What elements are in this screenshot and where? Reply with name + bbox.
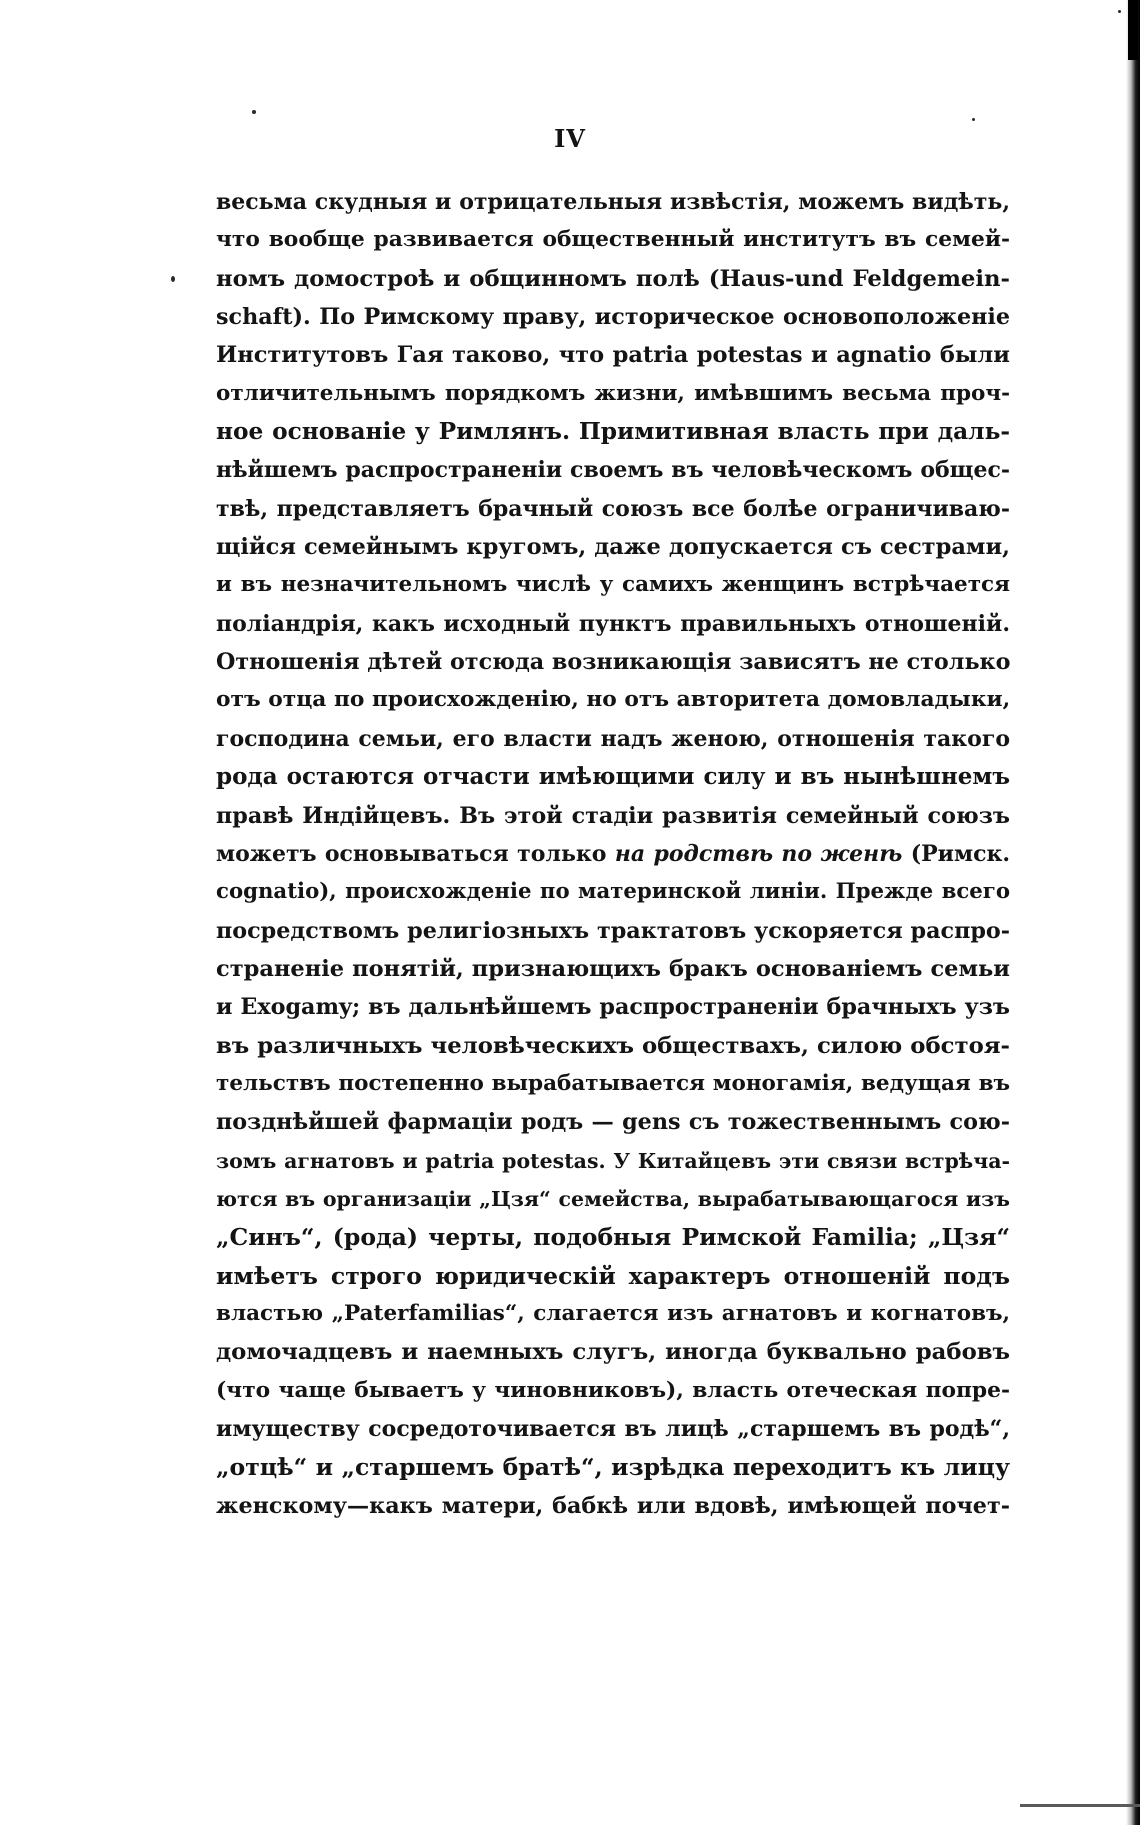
- italic-phrase: на родствѣ по женѣ: [614, 840, 903, 867]
- text-line: зомъ агнатовъ и patria potestas. У Китайцевъ эти связи встрѣча-: [216, 1148, 1010, 1173]
- text-line: Отношенія дѣтей отсюда возникающія зависятъ не столько: [216, 649, 1010, 676]
- text-line: щійся семейнымъ кругомъ, даже допускается съ сестрами,: [216, 534, 1010, 561]
- text-line: твѣ, представляетъ брачный союзъ все болѣе ограничиваю-: [216, 495, 1010, 522]
- text-line: отъ отца по происхожденію, но отъ авторитета домовладыки,: [216, 687, 1010, 713]
- text-line: что вообще развивается общественный институтъ въ семей-: [216, 227, 1010, 253]
- text-line: и въ незначительномъ числѣ у самихъ женщинъ встрѣчается: [216, 572, 1010, 598]
- text-line: schaft). По Римскому праву, историческое основоположеніе: [216, 304, 1010, 331]
- text-line: имѣетъ строго юридическій характеръ отношеній подъ: [216, 1261, 1010, 1290]
- text-line: и Exogamy; въ дальнѣйшемъ распространеніи брачныхъ узъ: [216, 994, 1010, 1021]
- text-line: женскому—какъ матери, бабкѣ или вдовѣ, имѣющей почет-: [216, 1492, 1010, 1519]
- scan-bottom-mark: [1020, 1804, 1140, 1807]
- text-line: Институтовъ Гая таково, что patria potestas и agnatio были: [216, 342, 1010, 369]
- text-line: нѣйшемъ распространеніи своемъ въ человѣческомъ общес-: [216, 457, 1010, 484]
- text-line: поліандрія, какъ исходный пунктъ правильныхъ отношеній.: [216, 610, 1010, 637]
- text-line: отличительнымъ порядкомъ жизни, имѣвшимъ весьма проч-: [216, 380, 1010, 406]
- text-line: cognatio), происхожденіе по материнской линіи. Прежде всего: [216, 879, 1010, 905]
- body-text: [216, 183, 1010, 1525]
- scan-speck: [1118, 10, 1121, 13]
- text-line: позднѣйшей фармаціи родъ — gens съ тожественнымъ сою-: [216, 1109, 1010, 1136]
- scan-speck: [972, 118, 975, 121]
- text-line: рода остаются отчасти имѣющими силу и въ нынѣшнемъ: [216, 763, 1010, 791]
- scan-edge-shadow: [1126, 0, 1140, 1825]
- text-line: властью „Paterfamilias“, слагается изъ агнатовъ и когнатовъ,: [216, 1300, 1010, 1326]
- text-line: тельствъ постепенно вырабатывается моногамія, ведущая въ: [216, 1070, 1010, 1096]
- text-line: весьма скудныя и отрицательныя извѣстія, можемъ видѣть,: [216, 189, 1010, 215]
- text-line: страненіе понятій, признающихъ бракъ основаніемъ семьи: [216, 955, 1010, 982]
- text-line: домочадцевъ и наемныхъ слугъ, иногда буквально рабовъ: [216, 1339, 1010, 1366]
- scan-speck: [171, 276, 175, 282]
- text-line: посредствомъ религіозныхъ трактатовъ ускоряется распро-: [216, 917, 1010, 944]
- text-line: „Синъ“, (рода) черты, подобныя Римской Familia; „Цзя“: [216, 1223, 1010, 1252]
- text-line: ются въ организаціи „Цзя“ семейства, вырабатывающагося изъ: [216, 1186, 1010, 1211]
- page-number: IV: [554, 124, 586, 153]
- text-line: имуществу сосредоточивается въ лицѣ „старшемъ въ родѣ“,: [216, 1416, 1010, 1442]
- text-line: номъ домостроѣ и общинномъ полѣ (Haus-und Feldgemein-: [216, 265, 1010, 292]
- text-line: „отцѣ“ и „старшемъ братѣ“, изрѣдка переходитъ къ лицу: [216, 1453, 1010, 1482]
- text-line: ное основаніе у Римлянъ. Примитивная власть при даль-: [216, 418, 1010, 446]
- text-line: можетъ основываться только на родствѣ по женѣ (Римск.: [216, 840, 1010, 867]
- text-line: господина семьи, его власти надъ женою, отношенія такого: [216, 725, 1010, 752]
- text-line: (что чаще бываетъ у чиновниковъ), власть отеческая попре-: [216, 1377, 1010, 1403]
- text-line: въ различныхъ человѣческихъ обществахъ, силою обстоя-: [216, 1032, 1010, 1059]
- text-line: правѣ Индійцевъ. Въ этой стадіи развитія семейный союзъ: [216, 802, 1010, 829]
- scan-edge-mark: [1128, 0, 1138, 60]
- scan-speck: [252, 110, 256, 114]
